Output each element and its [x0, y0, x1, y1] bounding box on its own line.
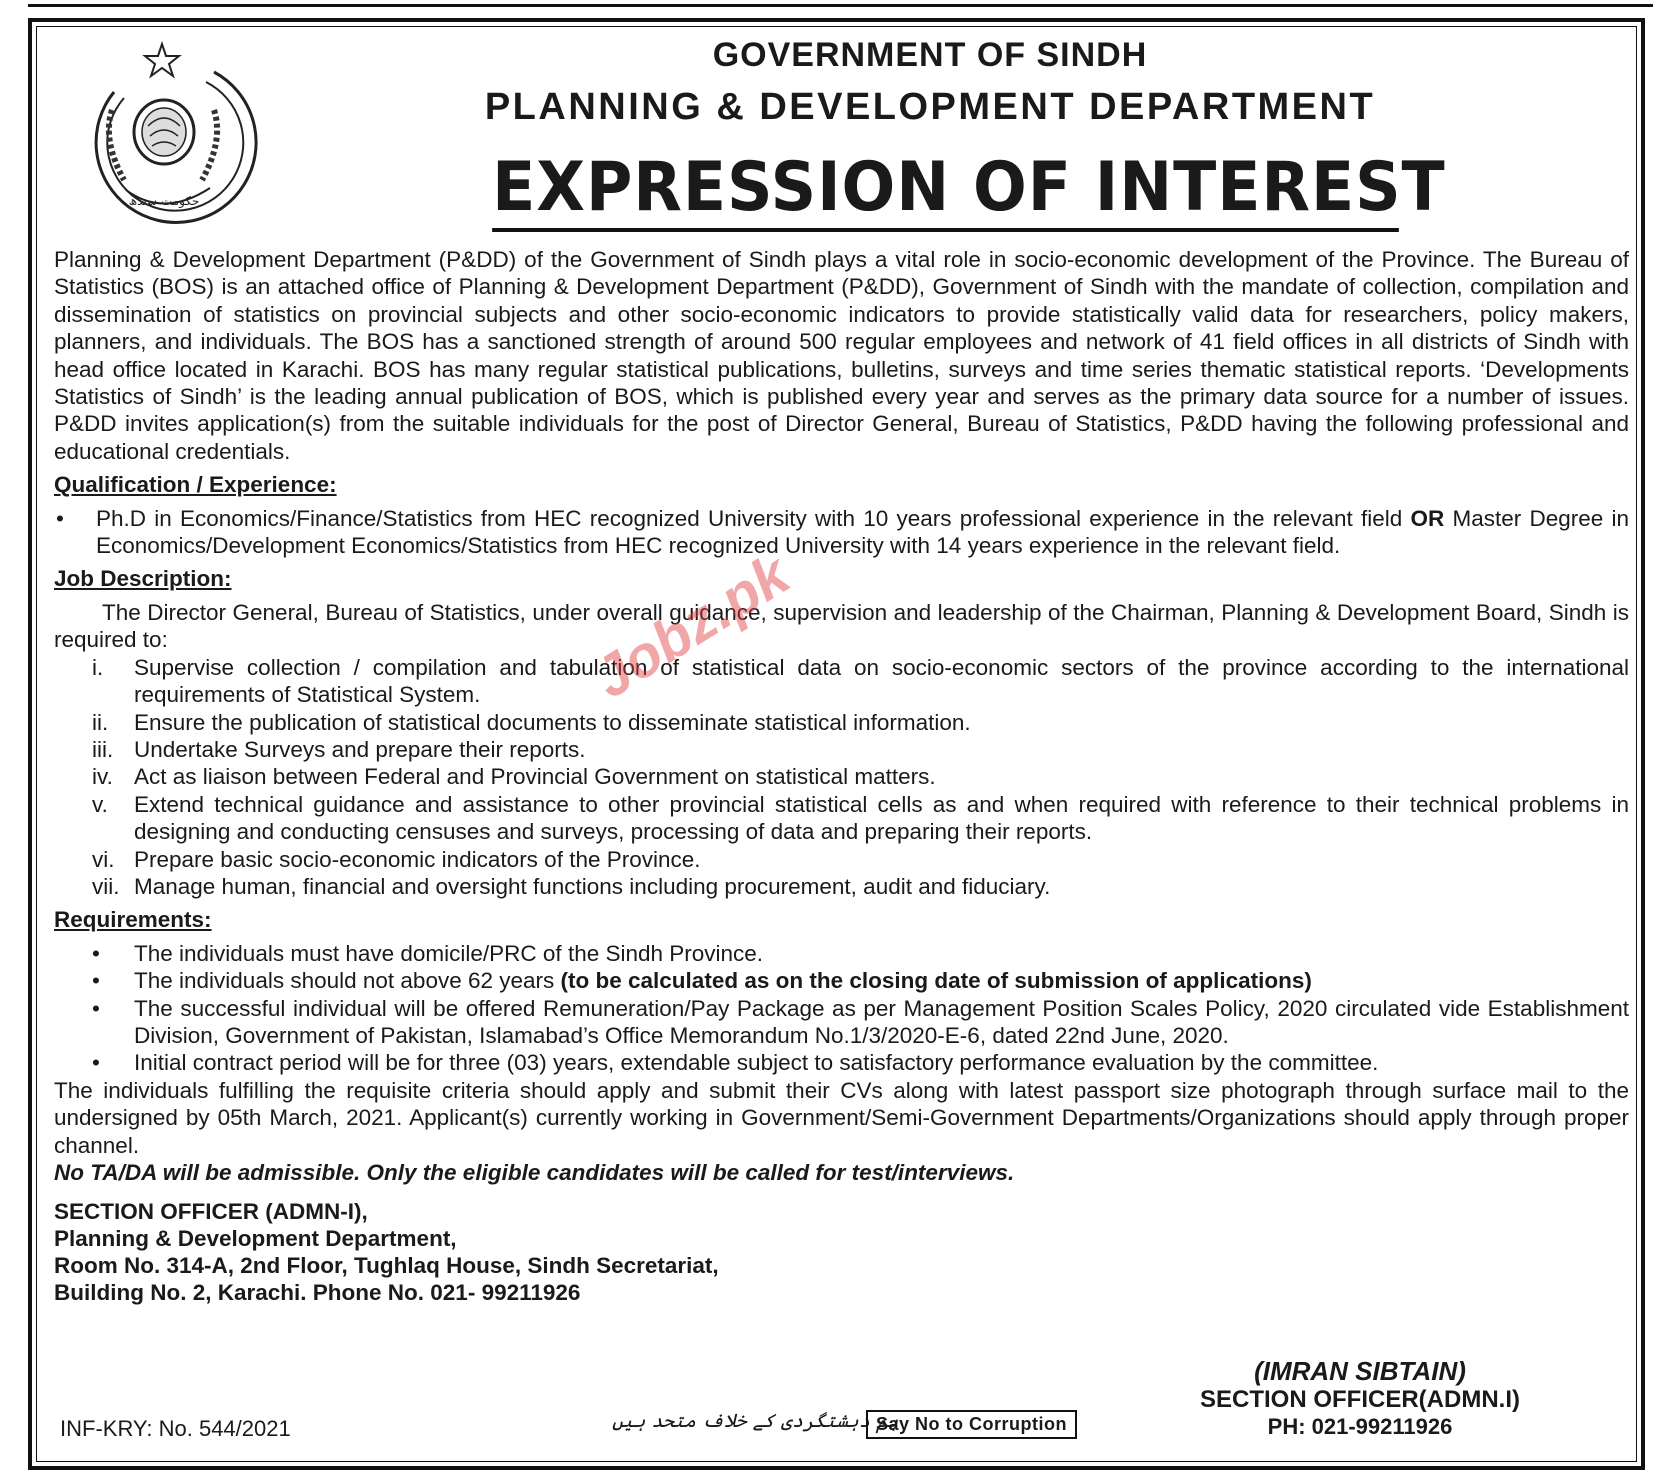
department-title: PLANNING & DEVELOPMENT DEPARTMENT	[484, 86, 1376, 128]
list-item: vi. Prepare basic socio-economic indicators of the Province.	[92, 846, 701, 872]
ta-da-note: No TA/DA will be admissible. Only the eligible candidates will be called for test/interviews.	[54, 1160, 1015, 1185]
office-address: SECTION OFFICER (ADMN-I), Planning & Development Department, Room No. 314-A, 2nd Floor, Tughlaq House, Sindh Secretariat, Building No. 2, Karachi. Phone No. 021- 99211926	[54, 1199, 719, 1306]
top-rule	[28, 4, 1653, 7]
qualification-heading: Qualification / Experience:	[54, 472, 337, 498]
requirements-list	[54, 940, 1629, 1077]
bullet: •	[56, 505, 64, 531]
sindh-government-emblem-icon	[84, 40, 260, 225]
advertisement-body	[54, 246, 1629, 1306]
apply-paragraph: The individuals fulfilling the requisite criteria should apply and submit their CVs along with latest passport size photograph through surface mail to the undersigned by 05th March, 2021. Applicant(s) currently working in Government/Semi-Government Departments/Organizations should apply through proper channel.	[54, 1077, 1629, 1158]
list-item: • The individuals must have domicile/PRC of the Sindh Province.	[92, 940, 764, 966]
list-item: • The successful individual will be offered Remuneration/Pay Package as per Management Position Scales Policy, 2020 circulated vide Establishment Division, Government of Pakistan, Islamabad’s Office Memorandum No.1/3/2020-E-6, dated 22nd June, 2020.	[92, 995, 1629, 1048]
requirements-heading: Requirements:	[54, 907, 212, 933]
say-no-to-corruption-badge: Say No to Corruption	[866, 1410, 1077, 1439]
urdu-slogan: ہم دہشتگردی کے خلاف متحد ہیں	[612, 1410, 899, 1432]
job-description-heading: Job Description:	[54, 566, 232, 592]
intro-paragraph: Planning & Development Department (P&DD) of the Government of Sindh plays a vital role in socio-economic development of the Province. The Bureau of Statistics (BOS) is an attached office of Planning & Development Department (P&DD), Government of Sindh with the mandate of collection, compilation and dissemination of statistics on provincial subjects and other socio-economic indicators to provide statistically valid data for researchers, policy makers, planners, and individuals. The BOS has a sanctioned strength of around 500 regular employees and network of 41 field offices in all districts of Sindh with head office located in Karachi. BOS has many regular statistical publications, bulletins, surveys and time series thematic statistical reports. ‘Developments Statistics of Sindh’ is the leading annual publication of BOS, which is published every year and serves as the primary data source for a number of issues. P&DD invites application(s) from the suitable individuals for the post of Director General, Bureau of Statistics, P&DD having the following professional and educational credentials.	[54, 247, 1629, 464]
list-item: ii. Ensure the publication of statistical documents to disseminate statistical information.	[92, 709, 971, 735]
list-item: iv. Act as liaison between Federal and Provincial Government on statistical matters.	[92, 764, 936, 790]
signatory-phone: PH: 021-99211926	[1267, 1414, 1453, 1439]
job-intro: The Director General, Bureau of Statistics, under overall guidance, supervision and leadership of the Chairman, Planning & Development Board, Sindh is required to:	[54, 599, 1629, 653]
list-item: vii. Manage human, financial and oversight functions including procurement, audit and fiduciary.	[92, 873, 1051, 899]
list-item: v. Extend technical guidance and assistance to other provincial statistical cells as and when required with reference to their technical problems in designing and conducting censuses and surveys, processing of data and preparing their reports.	[92, 791, 1629, 845]
reference-number: INF-KRY: No. 544/2021	[60, 1416, 291, 1441]
svg-text:حکومت سندھ: حکومت سندھ	[128, 194, 200, 208]
government-title: GOVERNMENT OF SINDH	[712, 36, 1148, 74]
signatory-name: (IMRAN SIBTAIN)	[1254, 1356, 1466, 1386]
qualification-item	[54, 505, 1629, 560]
watermark: Jobz.pk	[582, 541, 801, 712]
list-item: • Initial contract period will be for three (03) years, extendable subject to satisfactory performance evaluation by the committee.	[92, 1050, 1379, 1076]
list-item: • The individuals should not above 62 years (to be calculated as on the closing date of submission of applications)	[92, 968, 1312, 994]
list-item: i. Supervise collection / compilation and tabulation of statistical data on socio-economic sectors of the province according to the international requirements of Statistical System.	[92, 654, 1629, 708]
qualification-text: Ph.D in Economics/Finance/Statistics from HEC recognized University with 10 years professional experience in the relevant field OR Master Degree in Economics/Development Economics/Statistics from HEC recognized University with 14 years experience in the relevant field.	[96, 505, 1630, 559]
list-item: iii. Undertake Surveys and prepare their reports.	[92, 736, 586, 762]
signatory-title: SECTION OFFICER(ADMN.I)	[1200, 1386, 1520, 1413]
job-duties-list	[54, 654, 1629, 901]
page-title: EXPRESSION OF INTEREST	[492, 148, 1399, 232]
